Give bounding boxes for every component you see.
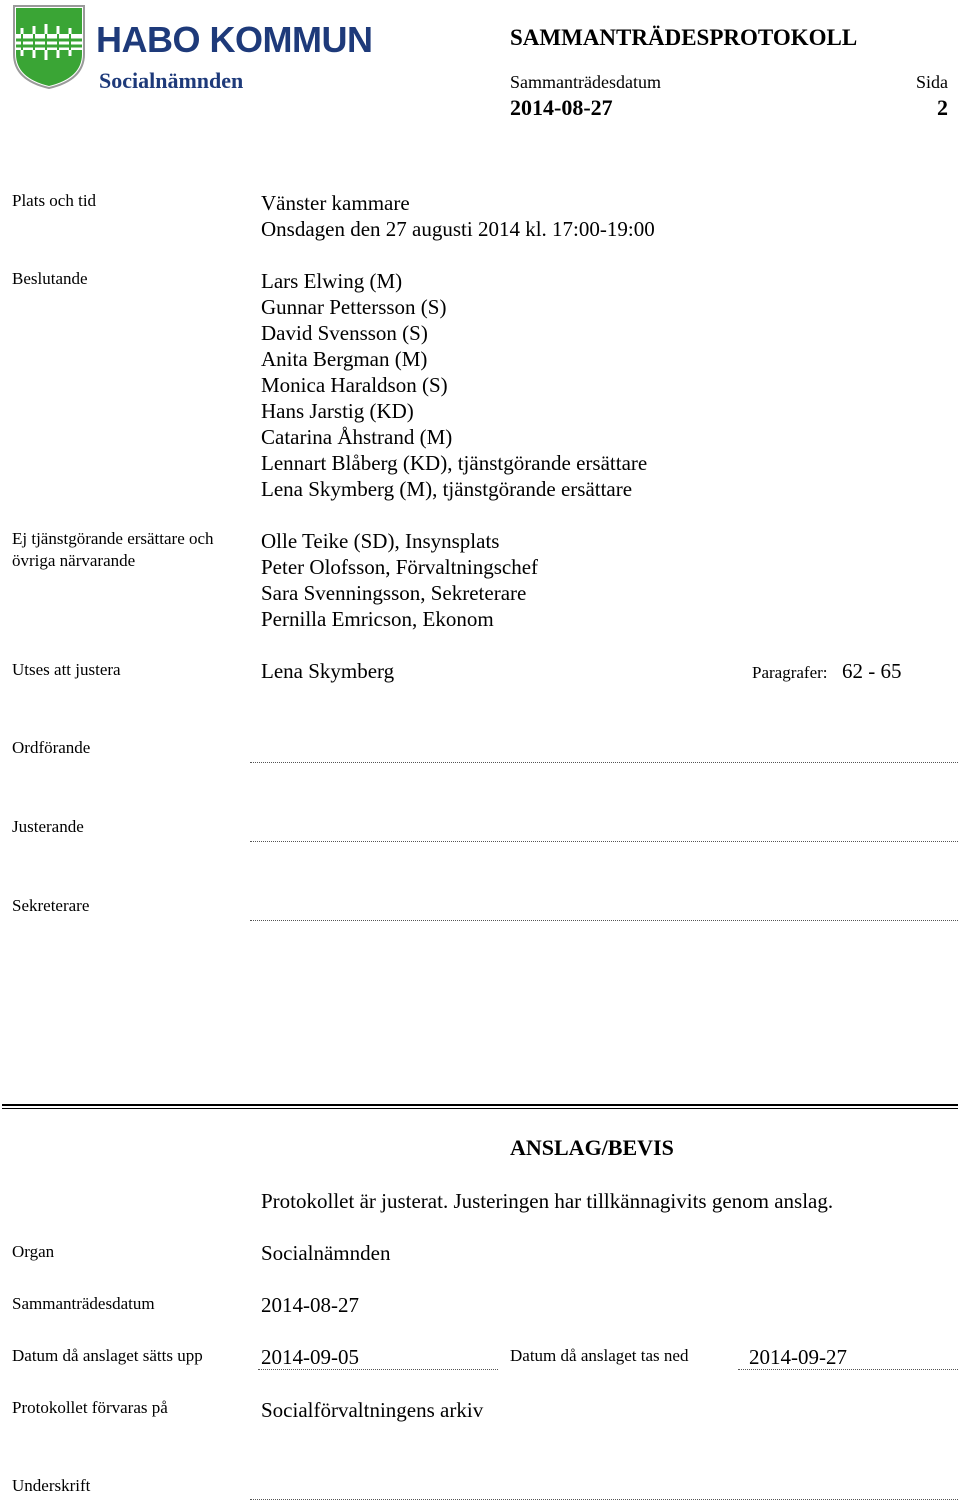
others-label-cont: övriga närvarande xyxy=(12,551,136,570)
notice-date-label: Sammanträdesdatum xyxy=(12,1294,155,1313)
removed-value: 2014-09-27 xyxy=(749,1345,847,1369)
removed-label: Datum då anslaget tas ned xyxy=(510,1346,689,1365)
adjuster-value: Lena Skymberg xyxy=(261,659,395,683)
organ-value: Socialnämnden xyxy=(261,1241,391,1265)
attendee: Peter Olofsson, Förvaltningschef xyxy=(261,555,539,579)
deciding-label: Beslutande xyxy=(12,269,88,288)
page-label: Sida xyxy=(915,72,948,92)
deciding-member: Gunnar Pettersson (S) xyxy=(261,295,447,319)
place-line: Vänster kammare xyxy=(261,191,410,215)
deciding-member: Lennart Blåberg (KD), tjänstgörande ersättare xyxy=(261,451,648,475)
document-type: SAMMANTRÄDESPROTOKOLL xyxy=(510,25,858,50)
deciding-member: David Svensson (S) xyxy=(261,321,428,345)
notice-statement: Protokollet är justerat. Justeringen har tillkännagivits genom anslag. xyxy=(261,1189,834,1213)
adjuster-signature-label: Justerande xyxy=(12,817,84,836)
posted-value: 2014-09-05 xyxy=(261,1345,359,1369)
secretary-label: Sekreterare xyxy=(12,896,90,915)
adjuster-label: Utses att justera xyxy=(12,660,121,679)
secretary-signature-line xyxy=(250,920,958,921)
deciding-member: Monica Haraldson (S) xyxy=(261,373,448,397)
organ-label: Organ xyxy=(12,1242,55,1261)
posted-label: Datum då anslaget sätts upp xyxy=(12,1346,203,1365)
signature-label: Underskrift xyxy=(12,1476,91,1495)
time-line: Onsdagen den 27 augusti 2014 kl. 17:00-19:00 xyxy=(261,217,655,241)
others-label: Ej tjänstgörande ersättare och xyxy=(12,529,214,548)
attendee: Pernilla Emricson, Ekonom xyxy=(261,607,494,631)
meeting-date-label: Sammanträdesdatum xyxy=(510,72,661,92)
chair-label: Ordförande xyxy=(12,738,91,757)
attendee: Olle Teike (SD), Insynsplats xyxy=(261,529,500,553)
municipality-logo-icon xyxy=(12,4,86,90)
paragraphs-label: Paragrafer: xyxy=(752,663,828,682)
place-label: Plats och tid xyxy=(12,191,97,210)
paragraphs-value: 62 - 65 xyxy=(842,659,902,683)
page-number: 2 xyxy=(937,95,948,120)
notice-title: ANSLAG/BEVIS xyxy=(510,1135,674,1160)
deciding-member: Lena Skymberg (M), tjänstgörande ersättare xyxy=(261,477,633,501)
signature-line xyxy=(250,1499,958,1500)
section-divider xyxy=(2,1104,958,1106)
deciding-member: Hans Jarstig (KD) xyxy=(261,399,414,423)
deciding-member: Anita Bergman (M) xyxy=(261,347,428,371)
notice-date-value: 2014-08-27 xyxy=(261,1293,359,1317)
section-divider-thin xyxy=(2,1108,958,1109)
deciding-member: Lars Elwing (M) xyxy=(261,269,403,293)
meeting-date-value: 2014-08-27 xyxy=(510,95,613,120)
committee-name: Socialnämnden xyxy=(99,68,244,93)
attendee: Sara Svenningsson, Sekreterare xyxy=(261,581,527,605)
kept-value: Socialförvaltningens arkiv xyxy=(261,1398,484,1422)
removed-line xyxy=(738,1369,958,1370)
chair-signature-line xyxy=(250,762,958,763)
posted-line xyxy=(258,1369,498,1370)
deciding-member: Catarina Åhstrand (M) xyxy=(261,425,453,449)
adjuster-signature-line xyxy=(250,841,958,842)
kept-label: Protokollet förvaras på xyxy=(12,1398,168,1417)
municipality-name: HABO KOMMUN xyxy=(96,19,373,60)
